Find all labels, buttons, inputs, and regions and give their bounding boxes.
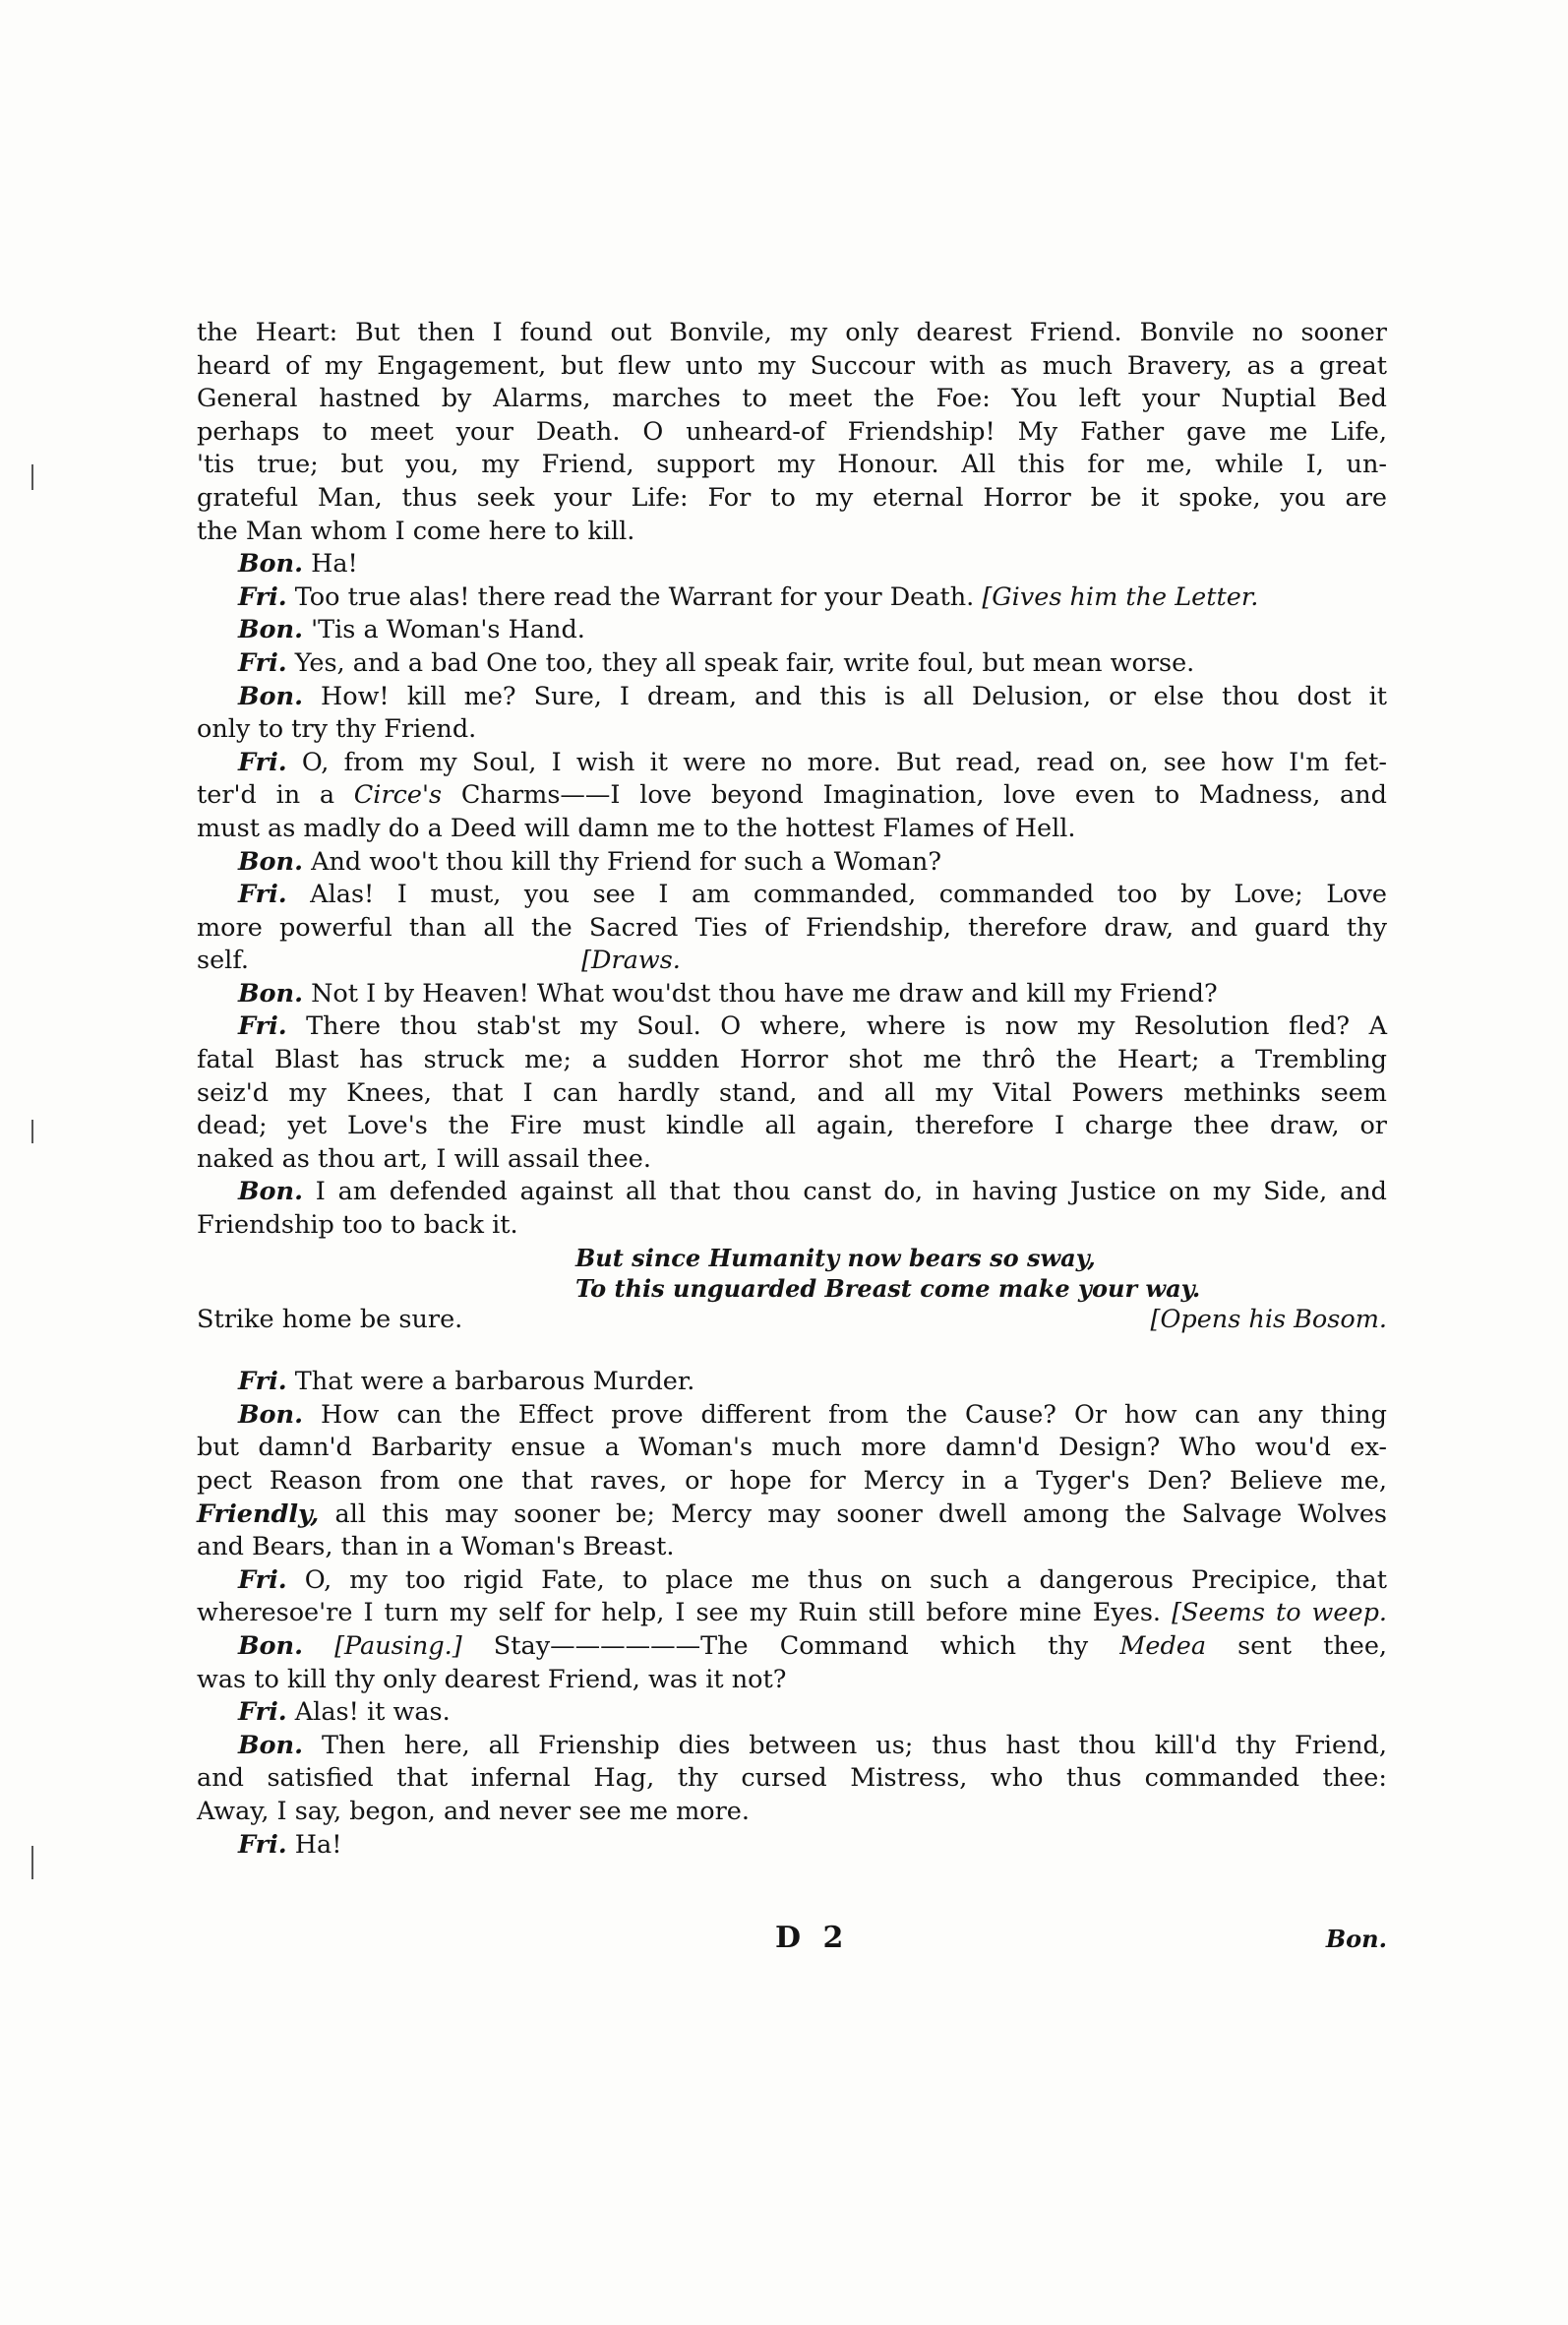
speech-text: Strike home be sure. [197, 1304, 463, 1334]
name-italic: Friendly, [197, 1499, 320, 1529]
speaker-label: Bon. [238, 1630, 303, 1661]
text-line: grateful Man, thus seek your Life: For to my eternal Horror be it spoke, you are [197, 482, 1387, 513]
speech-block [197, 1730, 1387, 1829]
verse-couplet [197, 1243, 1387, 1304]
speaker-label: Fri. [238, 581, 287, 612]
speech-paragraph [197, 317, 1387, 548]
speech-text: And woo't thou kill thy Friend for such a Woman? [311, 846, 942, 877]
speech-text: Ha! [311, 549, 358, 580]
speaker-label: Bon. [238, 681, 303, 711]
text-line: dead; yet Love's the Fire must kindle all again, therefore I charge thee draw, or [197, 1111, 1387, 1141]
text-line: naked as thou art, I will assail thee. [197, 1143, 651, 1174]
speech-line [197, 1304, 1387, 1337]
stage-direction: [Pausing.] [334, 1630, 462, 1661]
speech-block [197, 1010, 1387, 1176]
speech-block [197, 1564, 1387, 1630]
text-line: 'tis true; but you, my Friend, support my Honour. All this for me, while I, un- [197, 450, 1387, 480]
speaker-label: Bon. [238, 1177, 303, 1207]
speaker-label: Bon. [238, 1399, 303, 1430]
speech-text: Stay——————The Command which thy [493, 1630, 1089, 1661]
speaker-label: Fri. [238, 1367, 287, 1397]
text-line: General hastned by Alarms, marches to meet the Foe: You left your Nuptial Bed [197, 384, 1387, 414]
speech-block [197, 879, 1387, 978]
speech-text: Yes, and a bad One too, they all speak fair, write foul, but mean worse. [294, 647, 1195, 678]
margin-mark [31, 464, 33, 490]
verse-line: But since Humanity now bears so sway, [575, 1243, 1096, 1272]
speaker-label: Fri. [238, 647, 287, 678]
speech-text: Alas! I must, you see I am commanded, commanded too by Love; Love [310, 880, 1388, 910]
speech-line [197, 747, 1387, 780]
text-line: must as madly do a Deed will damn me to the hottest Flames of Hell. [197, 813, 1076, 843]
speech-text: I am defended against all that thou canst do, in having Justice on my Side, and [315, 1177, 1387, 1207]
stage-direction: [Gives him the Letter. [982, 581, 1259, 612]
speech-text: wheresoe're I turn my self for help, I see my Ruin still before mine Eyes. [197, 1598, 1162, 1628]
signature-mark: D 2 [775, 1921, 850, 1955]
speech-text: Too true alas! there read the Warrant for your Death. [294, 581, 975, 612]
name-italic: Medea [1119, 1630, 1207, 1661]
speech-line [197, 681, 1387, 714]
speech-block [197, 681, 1387, 747]
stage-direction: [Opens his Bosom. [1150, 1304, 1387, 1334]
speaker-label: Fri. [238, 1697, 287, 1728]
speaker-label: Bon. [238, 846, 303, 877]
text-line: was to kill thy only dearest Friend, was it not? [197, 1664, 787, 1694]
speech-line [197, 1564, 1387, 1598]
page-body [197, 317, 1387, 1862]
verse-line: To this unguarded Breast come make your way. [575, 1273, 1201, 1303]
speech-text: O, my too rigid Fate, to place me thus on such a dangerous Precipice, that [304, 1564, 1387, 1595]
text-line: the Heart: But then I found out Bonvile, my only dearest Friend. Bonvile no sooner [197, 318, 1387, 347]
speech-line [197, 846, 1387, 880]
speech-text: Then here, all Frienship dies between us; thus hast thou kill'd thy Friend, [321, 1730, 1387, 1760]
text-line [197, 779, 1387, 813]
speech-line [197, 581, 1387, 615]
margin-mark [31, 1120, 33, 1143]
speech-line [197, 1829, 1387, 1863]
text-line: only to try thy Friend. [197, 714, 477, 745]
text-line [197, 1499, 1387, 1532]
text-line: Away, I say, begon, and never see me more. [197, 1796, 750, 1826]
text-line: pect Reason from one that raves, or hope for Mercy in a Tyger's Den? Believe me, [197, 1466, 1387, 1496]
speech-text: self. [197, 946, 249, 976]
speech-line [197, 1696, 1387, 1730]
text-line: perhaps to meet your Death. O unheard-of Friendship! My Father gave me Life, [197, 416, 1387, 447]
speech-text: sent thee, [1237, 1630, 1388, 1661]
name-italic: Circe's [353, 780, 443, 811]
speech-line [197, 614, 1387, 647]
text-line: the Man whom I come here to kill. [197, 516, 635, 546]
speech-text: ter'd in a [197, 780, 335, 811]
speech-line [197, 1176, 1387, 1209]
speaker-label: Fri. [238, 1564, 287, 1595]
speech-text: O, from my Soul, I wish it were no more. But read, read on, see how I'm fet- [301, 747, 1387, 777]
speech-line [197, 1010, 1387, 1044]
speech-text: How! kill me? Sure, I dream, and this is all Delusion, or else thou dost it [321, 681, 1388, 711]
text-line: more powerful than all the Sacred Ties of Friendship, therefore draw, and guard thy [197, 912, 1387, 943]
speech-text: That were a barbarous Murder. [294, 1367, 695, 1397]
speech-block [197, 1630, 1387, 1696]
speaker-label: Bon. [238, 978, 303, 1009]
speech-line [197, 1630, 1387, 1664]
text-line: heard of my Engagement, but flew unto my Succour with as much Bravery, as a great [197, 350, 1387, 381]
speech-block [197, 747, 1387, 846]
speaker-label: Fri. [238, 1829, 287, 1860]
text-line: fatal Blast has struck me; a sudden Horror shot me thrô the Heart; a Trembling [197, 1045, 1387, 1075]
speech-text: Not I by Heaven! What wou'dst thou have me draw and kill my Friend? [311, 978, 1218, 1009]
text-line: seiz'd my Knees, that I can hardly stand, and all my Vital Powers methinks seem [197, 1077, 1387, 1108]
speech-line [197, 978, 1387, 1011]
speech-text: all this may sooner be; Mercy may sooner dwell among the Salvage Wolves [334, 1499, 1387, 1529]
speaker-label: Fri. [238, 1011, 287, 1042]
speech-line [197, 1730, 1387, 1763]
speaker-label: Bon. [238, 1730, 303, 1760]
speech-line [197, 647, 1387, 681]
speech-text: Ha! [294, 1829, 342, 1860]
speech-line [197, 1399, 1387, 1433]
speech-line [197, 548, 1387, 581]
stage-direction: [Seems to weep. [1172, 1598, 1387, 1628]
speech-text: Alas! it was. [294, 1697, 451, 1728]
speech-text: There thou stab'st my Soul. O where, where is now my Resolution fled? A [306, 1011, 1387, 1042]
text-line: and Bears, than in a Woman's Breast. [197, 1532, 675, 1562]
speech-text: How can the Effect prove different from the Cause? Or how can any thing [320, 1399, 1387, 1430]
text-line: and satisfied that infernal Hag, thy cursed Mistress, who thus commanded thee: [197, 1763, 1387, 1794]
speaker-label: Bon. [238, 615, 303, 645]
text-line: but damn'd Barbarity ensue a Woman's much more damn'd Design? Who wou'd ex- [197, 1433, 1387, 1463]
speech-text: Charms——I love beyond Imagination, love even to Madness, and [460, 780, 1387, 811]
margin-mark [31, 1846, 33, 1879]
speech-block [197, 1399, 1387, 1564]
spacer [197, 1336, 1387, 1366]
stage-direction: [Draws. [581, 946, 681, 976]
catchword: Bon. [1325, 1925, 1387, 1953]
speech-line [197, 879, 1387, 912]
speaker-label: Fri. [238, 747, 287, 777]
speaker-label: Fri. [238, 880, 287, 910]
speaker-label: Bon. [238, 549, 303, 580]
speech-block [197, 1176, 1387, 1242]
text-line: Friendship too to back it. [197, 1210, 518, 1241]
text-line [197, 945, 1387, 978]
text-line [197, 1597, 1387, 1630]
speech-text: 'Tis a Woman's Hand. [311, 615, 585, 645]
speech-line [197, 1366, 1387, 1399]
